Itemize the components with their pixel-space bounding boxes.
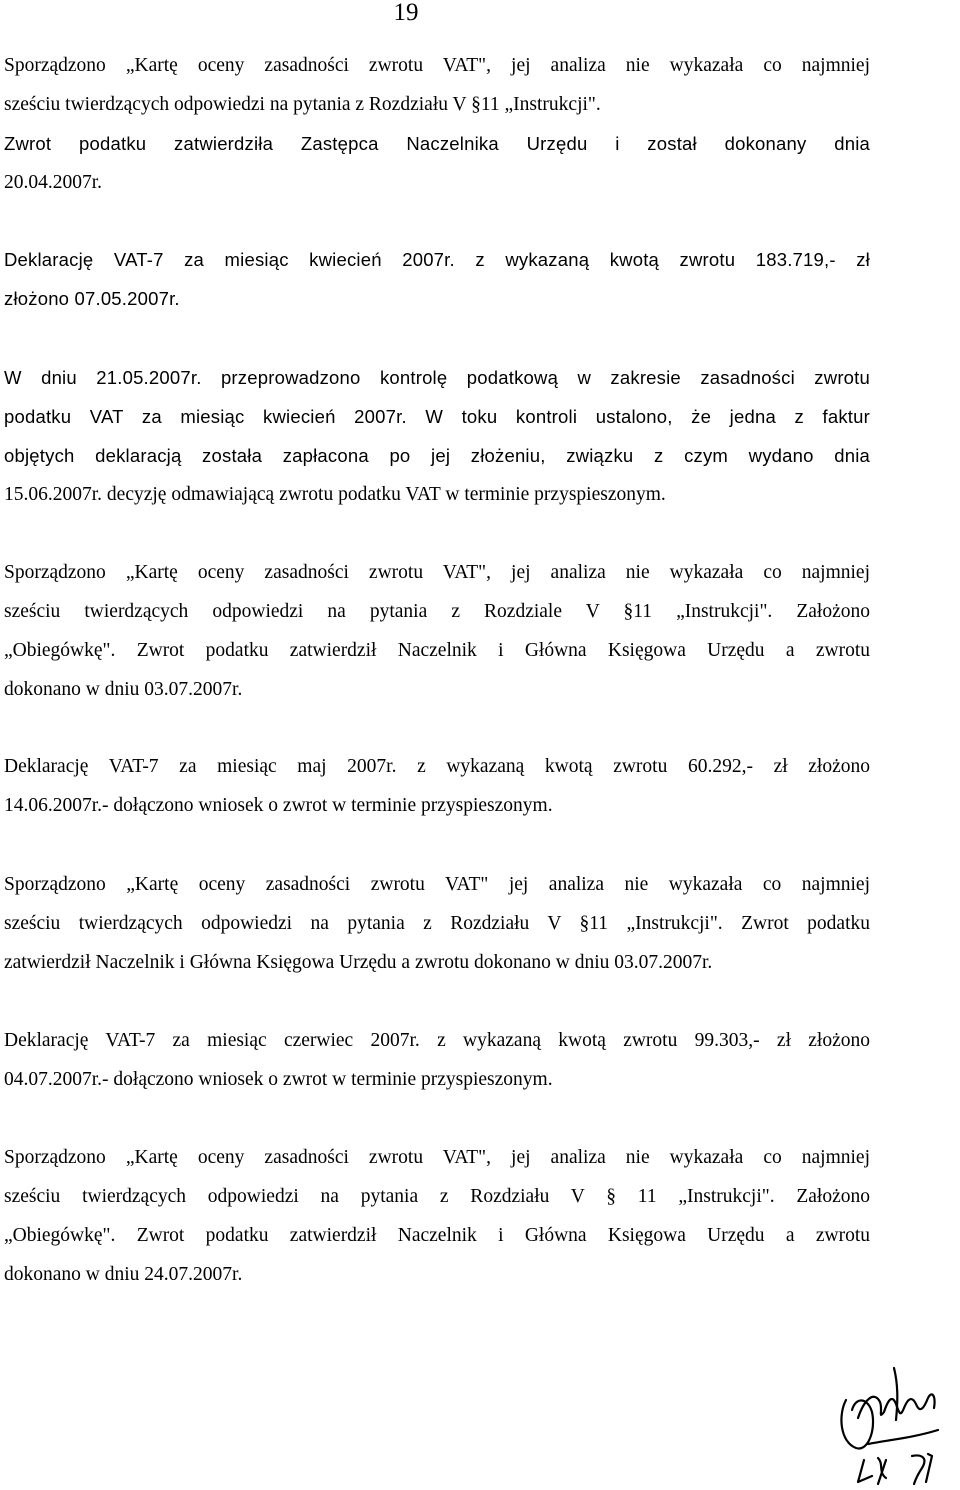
paragraph-6 — [4, 865, 870, 982]
text-line: zatwierdził Naczelnik i Główna Księgowa Urzędu a zwrotu dokonano w dniu 03.07.2007r. — [4, 952, 713, 973]
paragraph-4 — [4, 553, 870, 709]
text-line: Deklarację VAT-7 za miesiąc kwiecień 2007r. z wykazaną kwotą zwrotu 183.719,- zł — [4, 249, 870, 270]
paragraph-2 — [4, 240, 870, 318]
text-line: Sporządzono „Kartę oceny zasadności zwrotu VAT" jej analiza nie wykazała co najmniej — [4, 874, 870, 895]
text-line: sześciu twierdzących odpowiedzi na pytania z Rozdziału V §11 „Instrukcji". — [4, 94, 601, 115]
text-line: dokonano w dniu 03.07.2007r. — [4, 679, 243, 700]
paragraph-8 — [4, 1138, 870, 1294]
handwritten-signature-icon — [828, 1360, 956, 1488]
text-line: Sporządzono „Kartę oceny zasadności zwrotu VAT", jej analiza nie wykazała co najmniej — [4, 562, 870, 583]
text-line: podatku VAT za miesiąc kwiecień 2007r. W toku kontroli ustalono, że jedna z faktur — [4, 406, 870, 427]
text-line: dokonano w dniu 24.07.2007r. — [4, 1264, 243, 1285]
text-line: 14.06.2007r.- dołączono wniosek o zwrot w terminie przyspieszonym. — [4, 795, 553, 816]
text-line: sześciu twierdzących odpowiedzi na pytania z Rozdziale V §11 „Instrukcji". Założono — [4, 601, 870, 622]
text-line: W dniu 21.05.2007r. przeprowadzono kontrolę podatkową w zakresie zasadności zwrotu — [4, 367, 870, 388]
text-line: „Obiegówkę". Zwrot podatku zatwierdził Naczelnik i Główna Księgowa Urzędu a zwrotu — [4, 640, 870, 661]
text-line: Deklarację VAT-7 za miesiąc czerwiec 2007r. z wykazaną kwotą zwrotu 99.303,- zł złożono — [4, 1030, 870, 1051]
text-line: Sporządzono „Kartę oceny zasadności zwrotu VAT", jej analiza nie wykazała co najmniej — [4, 55, 870, 76]
text-line: 20.04.2007r. — [4, 172, 103, 193]
paragraph-7 — [4, 1021, 870, 1099]
text-line: złożono 07.05.2007r. — [4, 288, 180, 309]
text-line: Zwrot podatku zatwierdziła Zastępca Naczelnika Urzędu i został dokonany dnia — [4, 133, 870, 154]
paragraph-1 — [4, 46, 870, 202]
paragraph-3 — [4, 358, 870, 514]
text-line: sześciu twierdzących odpowiedzi na pytania z Rozdziału V § 11 „Instrukcji". Założono — [4, 1186, 870, 1207]
text-line: 04.07.2007r.- dołączono wniosek o zwrot w terminie przyspieszonym. — [4, 1069, 553, 1090]
text-line: 15.06.2007r. decyzję odmawiającą zwrotu podatku VAT w terminie przyspieszonym. — [4, 484, 666, 505]
text-line: Sporządzono „Kartę oceny zasadności zwrotu VAT", jej analiza nie wykazała co najmniej — [4, 1147, 870, 1168]
text-line: „Obiegówkę". Zwrot podatku zatwierdził Naczelnik i Główna Księgowa Urzędu a zwrotu — [4, 1225, 870, 1246]
text-line: Deklarację VAT-7 za miesiąc maj 2007r. z wykazaną kwotą zwrotu 60.292,- zł złożono — [4, 756, 870, 777]
page-number: 19 — [393, 0, 419, 26]
text-line: objętych deklaracją została zapłacona po jej złożeniu, związku z czym wydano dnia — [4, 445, 870, 466]
paragraph-5 — [4, 747, 870, 825]
text-line: sześciu twierdzących odpowiedzi na pytania z Rozdziału V §11 „Instrukcji". Zwrot podatku — [4, 913, 870, 934]
